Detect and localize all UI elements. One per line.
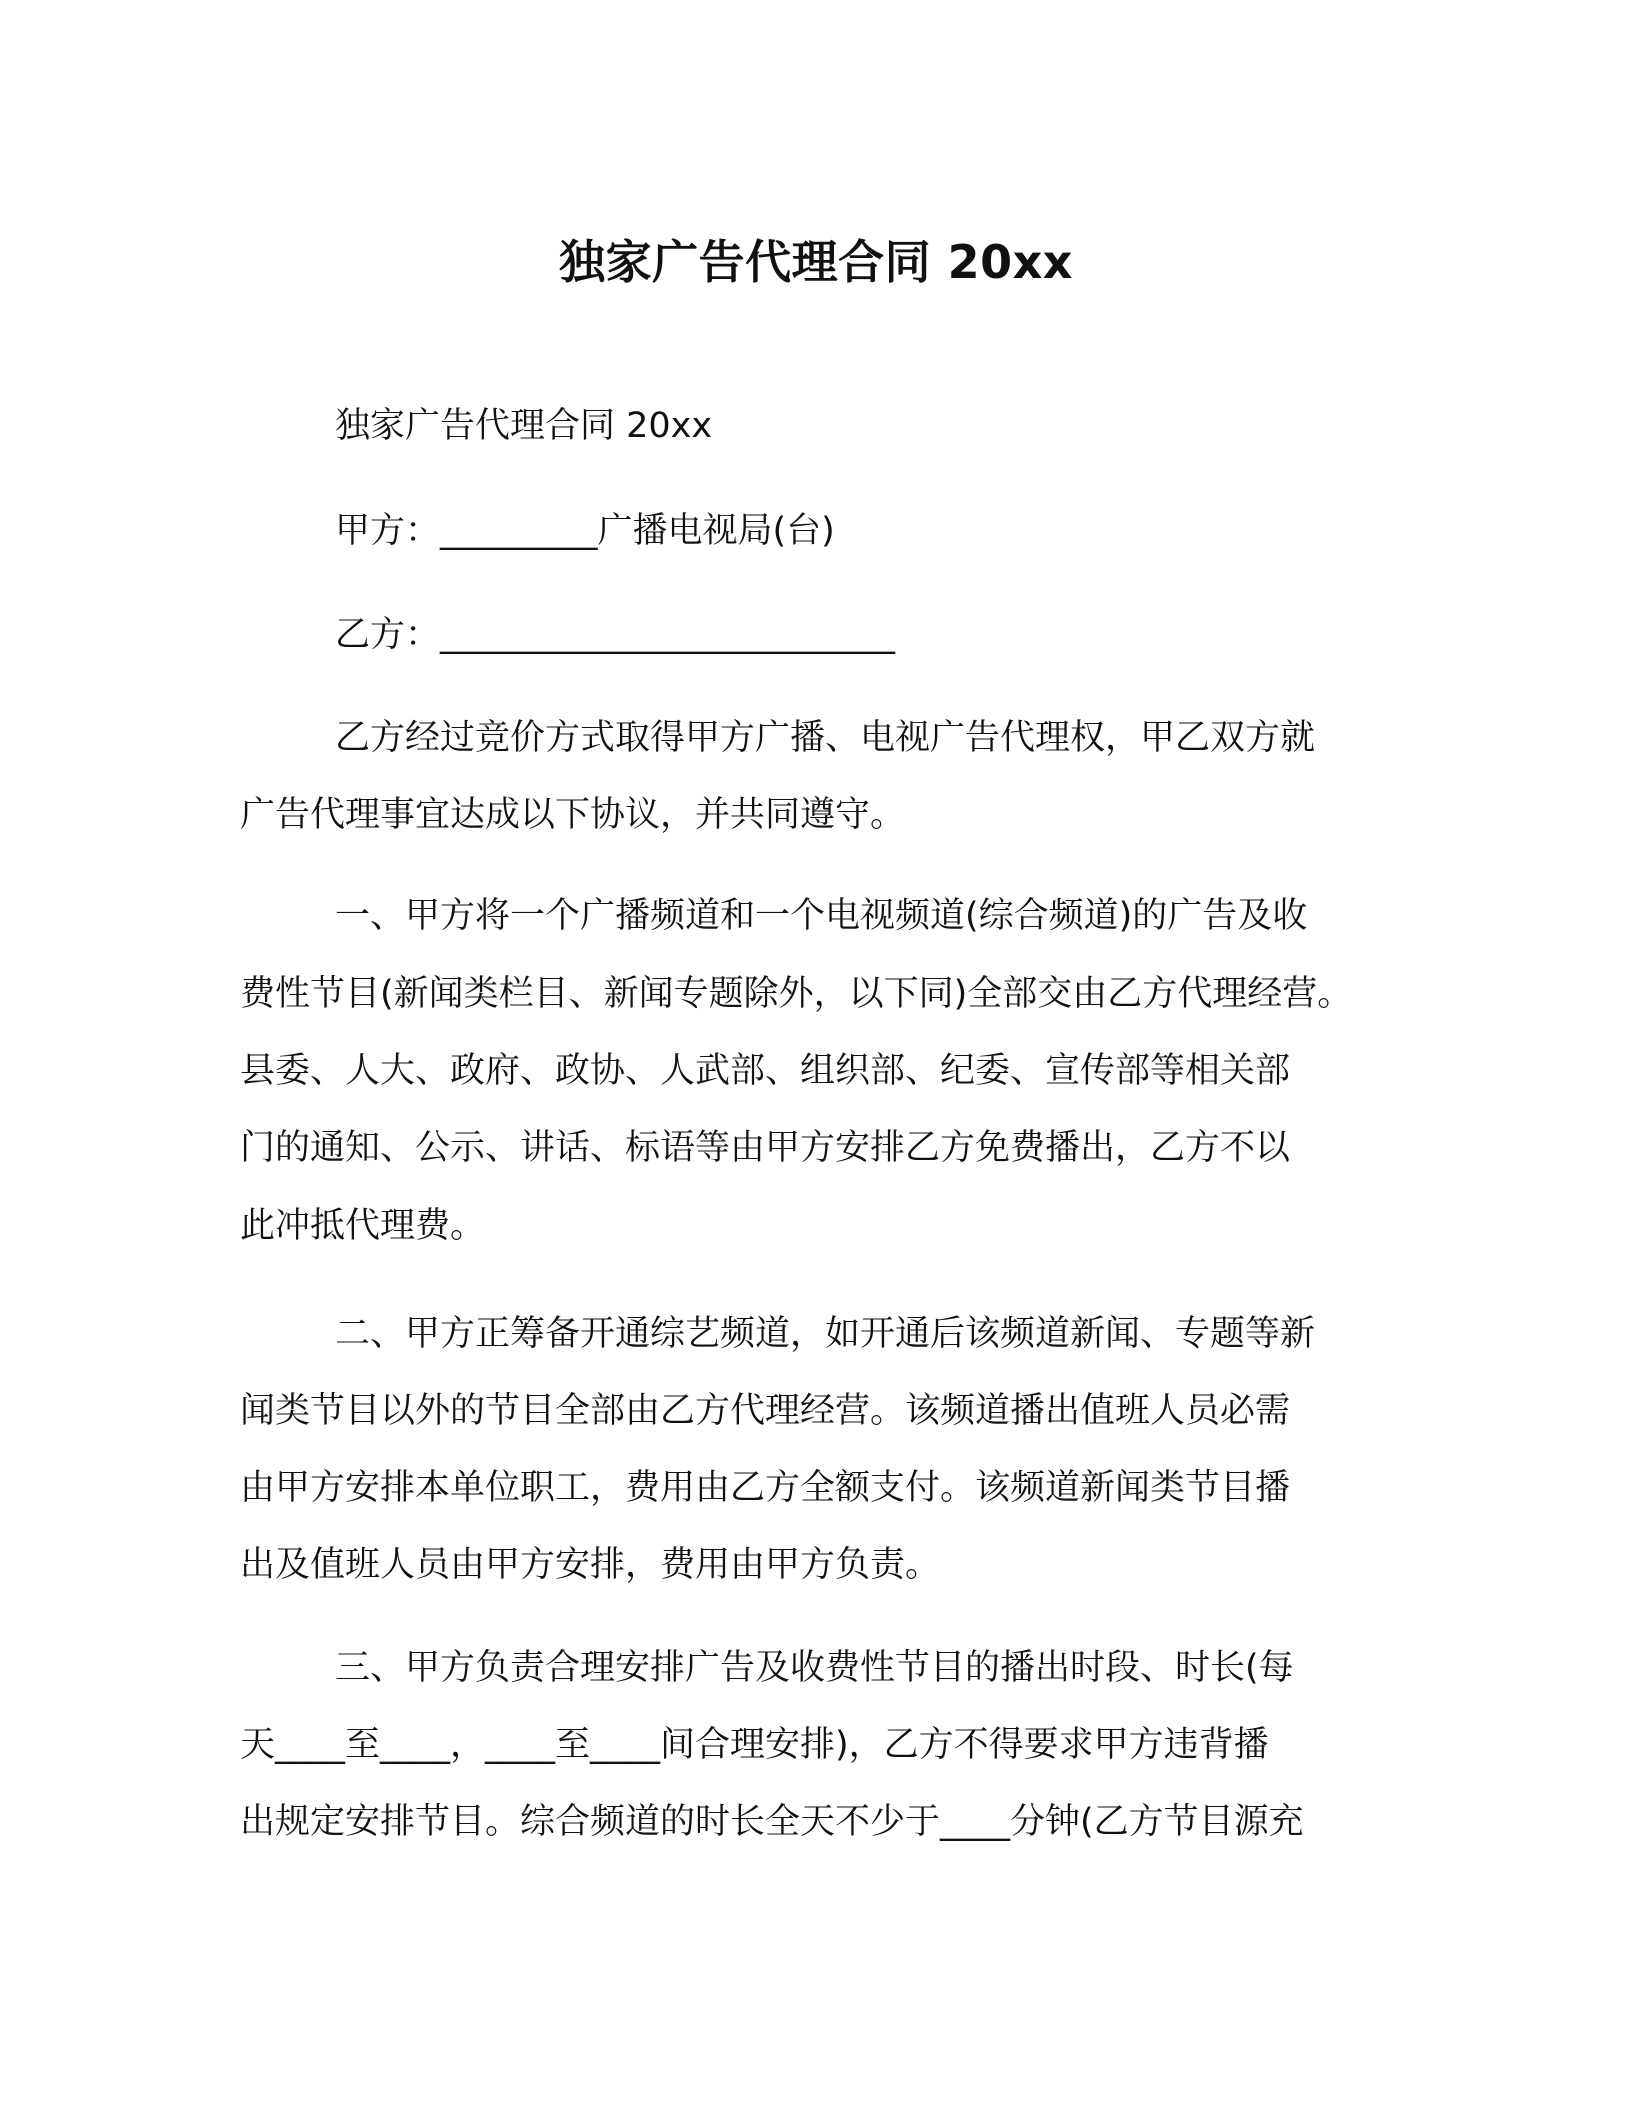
preamble-line-2: 广告代理事宜达成以下协议，并共同遵守。	[240, 795, 906, 835]
clause-3-line-3: 出规定安排节目。综合频道的时长全天不少于____分钟(乙方节目源充	[240, 1802, 1304, 1842]
clause-1-line-1: 一、甲方将一个广播频道和一个电视频道(综合频道)的广告及收	[335, 896, 1308, 936]
clause-2-line-2: 闻类节目以外的节目全部由乙方代理经营。该频道播出值班人员必需	[240, 1391, 1291, 1431]
clause-3-line-2: 天____至____，____至____间合理安排)，乙方不得要求甲方违背播	[240, 1725, 1269, 1765]
clause-2-line-4: 出及值班人员由甲方安排，费用由甲方负责。	[240, 1545, 941, 1585]
clause-3-line-1: 三、甲方负责合理安排广告及收费性节目的播出时段、时长(每	[335, 1648, 1294, 1688]
clause-1-line-5: 此冲抵代理费。	[240, 1206, 486, 1246]
clause-1-line-4: 门的通知、公示、讲话、标语等由甲方安排乙方免费播出，乙方不以	[240, 1128, 1291, 1168]
party-b-line: 乙方：__________________________	[335, 615, 896, 655]
preamble-line-1: 乙方经过竞价方式取得甲方广播、电视广告代理权，甲乙双方就	[335, 718, 1316, 758]
document-title: 独家广告代理合同 20xx	[559, 235, 1073, 289]
clause-2-line-1: 二、甲方正筹备开通综艺频道，如开通后该频道新闻、专题等新	[335, 1314, 1316, 1354]
subtitle-line: 独家广告代理合同 20xx	[335, 406, 713, 446]
clause-2-line-3: 由甲方安排本单位职工，费用由乙方全额支付。该频道新闻类节目播	[240, 1468, 1291, 1508]
clause-1-line-3: 县委、人大、政府、政协、人武部、组织部、纪委、宣传部等相关部	[240, 1051, 1291, 1091]
clause-1-line-2: 费性节目(新闻类栏目、新闻专题除外，以下同)全部交由乙方代理经营。	[240, 974, 1353, 1014]
party-a-line: 甲方：_________广播电视局(台)	[335, 511, 835, 551]
